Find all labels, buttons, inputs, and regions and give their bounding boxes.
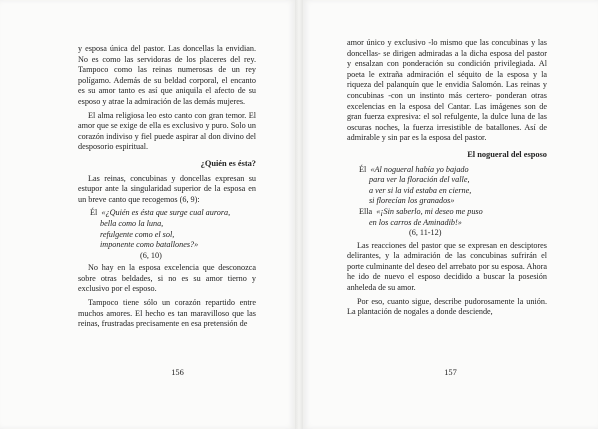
verse-block — [78, 208, 256, 261]
paragraph: Por eso, cuanto sigue, describe pudorosamente la unión. La plantación de nogales a donde desciende, — [347, 296, 547, 317]
book-gutter — [295, 0, 303, 429]
verse-line: si florecían los granados» — [369, 196, 455, 206]
verse-line — [78, 208, 256, 219]
verse-speaker: Él — [359, 164, 367, 174]
verse-text: «¡Sin saberlo, mi deseo me puso — [376, 206, 483, 216]
verse-line: bella como la luna, — [100, 218, 164, 228]
paragraph: y esposa única del pastor. Las doncellas la envidian. No es como las servidoras de los placeres del rey. Tampoco como las reinas numerosas de un rey polígamo. Además de su beldad corporal, el encanto es su amor tanto es así que aniquila el afecto de su esposo y atrae la admiración de las demás mujeres. — [78, 44, 256, 106]
verse-reference: (6, 11-12) — [409, 228, 442, 238]
verse-line — [347, 207, 547, 218]
verse-line: refulgente como el sol, — [100, 229, 175, 239]
verse-line: imponente como batallones?» — [100, 240, 199, 250]
section-heading: El nogueral del esposo — [467, 149, 547, 159]
left-page — [0, 0, 295, 429]
paragraph: Tampoco tiene sólo un corazón repartido entre muchos amores. El hecho es tan maravilloso que las reinas, frustradas precisamente en esa pretensión de — [78, 298, 256, 329]
verse-speaker: Él — [90, 208, 98, 218]
verse-speaker: Ella — [359, 206, 373, 216]
paragraph: amor único y exclusivo -lo mismo que las concubinas y las doncellas- se dirigen admiradas a la dicha esposa del pastor y ensalzan con ponderación su condición privilegiada. Al poeta le extraña admiración el séquito de la esposa y la riqueza del palanquín que le envidia Salomón. Las reinas y concubinas -con un instinto más certero- ponderan otras excelencias en la esposa del Cantar. Las imágenes son de gran fuerza expresiva: el sol refulgente, la dulce luna de las oscuras noches, la fuerza irresistible de batallones. Así de admirable y sin par es la esposa del pastor. — [347, 38, 547, 143]
left-page-text — [78, 44, 256, 333]
verse-block — [347, 165, 547, 239]
verse-reference: (6, 10) — [140, 250, 162, 260]
right-page-text — [347, 38, 547, 321]
right-page — [303, 0, 598, 429]
verse-text: «¿Quién es ésta que surge cual aurora, — [101, 208, 231, 218]
verse-text: «Al nogueral había yo bajado — [370, 164, 469, 174]
verse-line: en los carros de Aminadib!» — [369, 217, 462, 227]
verse-line: a ver si la vid estaba en cierne, — [369, 185, 472, 195]
paragraph: Las reinas, concubinas y doncellas expresan su estupor ante la singularidad superior de la esposa en un breve canto que recogemos (6, 9): — [78, 173, 256, 204]
page-number: 156 — [171, 368, 184, 377]
page-number: 157 — [444, 368, 457, 377]
paragraph: Las reacciones del pastor que se expresan en desciptores delirantes, y la admiración de las concubinas sufrirán el porte culminante del deseo del arrebato por su esposa. Ahora he ido de nuevo el esposo decidido a buscar la posesión anheleda de su amor. — [347, 240, 547, 293]
verse-line: para ver la floración del valle, — [369, 175, 470, 185]
paragraph: El alma religiosa leo esto canto con gran temor. El amor que se exige de ella es exclusivo y puro. Solo un corazón indiviso y fiel puede aspirar al don divino del desposorio espiritual. — [78, 110, 256, 152]
paragraph: No hay en la esposa excelencia que desconozca sobre otras beldades, si no es su amor tierno y exclusivo por el esposo. — [78, 263, 256, 294]
section-heading: ¿Quién es ésta? — [200, 158, 256, 168]
verse-line — [347, 165, 547, 176]
